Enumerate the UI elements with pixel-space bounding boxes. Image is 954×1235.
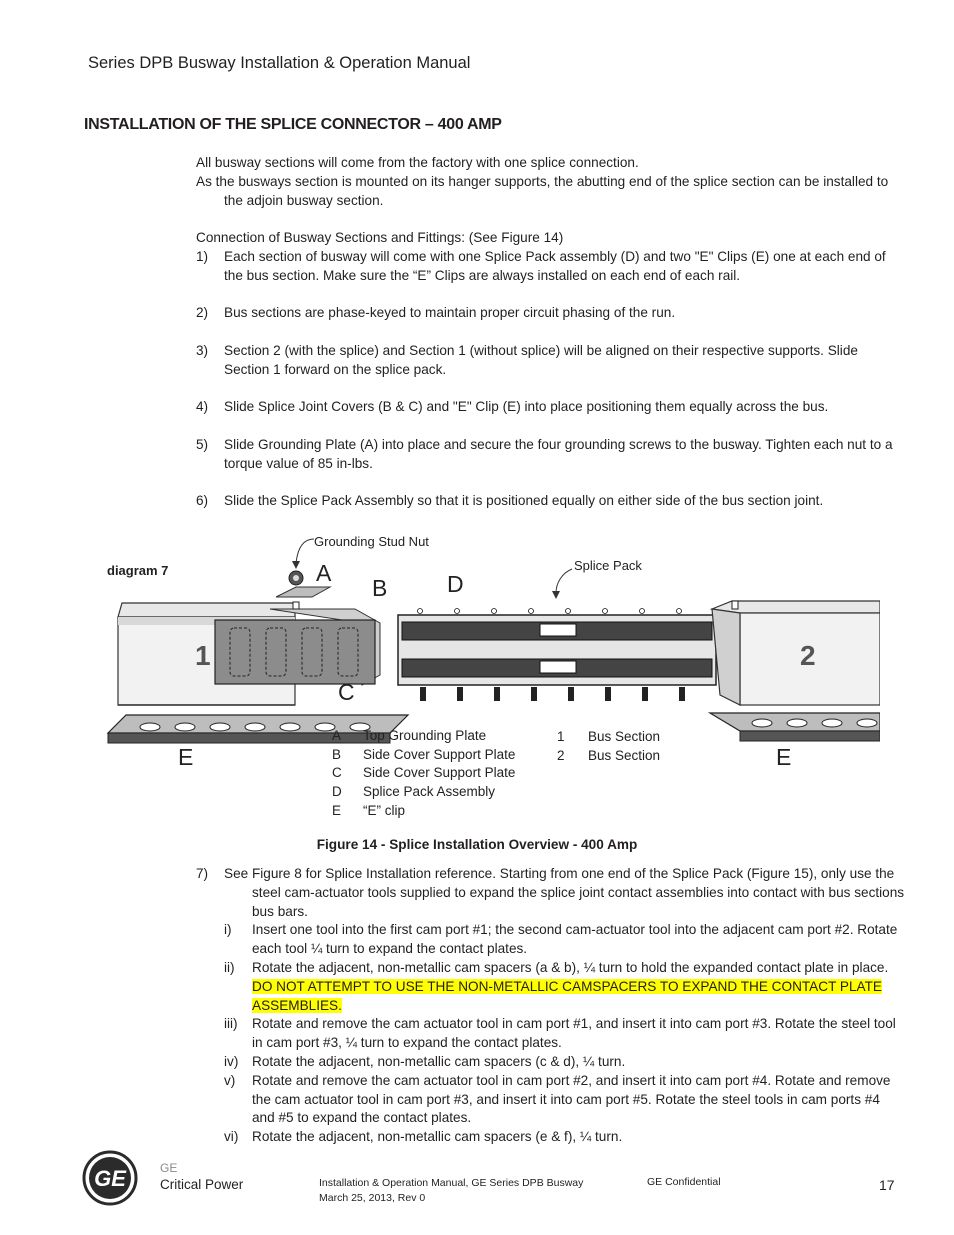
substep-iv: iv) Rotate the adjacent, non-metallic cam spacers (c & d), ¼ turn. [224, 1053, 626, 1069]
svg-text:E: E [332, 803, 342, 818]
grounding-stud-nut-label: Grounding Stud Nut [314, 534, 429, 549]
intro-line-2: As the busways section is mounted on its hanger supports, the abutting end of the splice section can be installed to the adjoin busway section. [196, 173, 889, 208]
step-7-block [196, 865, 906, 1147]
svg-text:Splice Pack Assembly: Splice Pack Assembly [363, 784, 496, 799]
step-2: 2) Bus sections are phase-keyed to maintain proper circuit phasing of the run. [196, 305, 676, 321]
step-7: 7) See Figure 8 for Splice Installation reference. Starting from one end of the Splice Pack (Figure 15), only use the steel cam-actuator tools supplied to expand the splice joint contact assemblies into contact with bus sections bus bars. [196, 866, 905, 919]
svg-text:Bus Section: Bus Section [588, 748, 661, 763]
footer-brand-small: GE [160, 1161, 178, 1175]
splice-installation-diagram [100, 525, 880, 825]
svg-text:2: 2 [557, 748, 565, 763]
footer-manual-info [319, 1176, 583, 1206]
substep-vi: vi) Rotate the adjacent, non-metallic cam spacers (e & f), ¼ turn. [224, 1129, 623, 1145]
step-6: 6) Slide the Splice Pack Assembly so that it is positioned equally on either side of the bus section joint. [196, 493, 824, 509]
svg-text:1: 1 [557, 729, 565, 744]
letter-e-left: E [178, 744, 194, 770]
document-header-title: Series DPB Busway Installation & Operation Manual [88, 54, 471, 72]
section-number-1: 1 [195, 640, 211, 671]
step-1: 1) Each section of busway will come with one Splice Pack assembly (D) and two "E" Clips (E) one at each end of the bus section. Make sure the “E” Clips are always installed on each end of each rail. [196, 248, 886, 283]
letter-d: D [447, 571, 464, 597]
svg-text:D: D [332, 784, 342, 799]
ge-logo [82, 1150, 138, 1206]
legend-right [557, 729, 660, 763]
page-number: 17 [879, 1177, 895, 1193]
splice-pack-label: Splice Pack [574, 558, 642, 573]
splice-pack-arrow [556, 569, 572, 593]
substep-ii: ii) Rotate the adjacent, non-metallic cam spacers (a & b), ¼ turn to hold the expanded contact plate in place. DO NOT ATTEMPT TO USE THE NON-METALLIC CAMSPACERS TO EXPAND THE CONTACT PLATE ASSEMBLIES. [224, 959, 889, 1013]
svg-text:B: B [332, 747, 342, 762]
figure-caption: Figure 14 - Splice Installation Overview - 400 Amp [316, 837, 638, 852]
step-5: 5) Slide Grounding Plate (A) into place and secure the four grounding screws to the busway. Tighten each nut to a torque value of 85 in-lbs. [196, 436, 893, 471]
letter-a: A [316, 560, 332, 586]
instructions-body [196, 154, 906, 511]
svg-text:Top Grounding Plate: Top Grounding Plate [363, 728, 487, 743]
bus-section-2 [712, 601, 880, 705]
substep-v: v) Rotate and remove the cam actuator tool in cam port #2, and insert it into cam port #4. Rotate and remove the cam actuator tool in cam port #3, and insert it into cam port #5. Rotate the steel tools in cam ports #4 and #5 to expand the contact plates. [224, 1072, 891, 1126]
substep-i: i) Insert one tool into the first cam port #1; the second cam-actuator tool into the adjacent cam port #2. Rotate each tool ¼ turn to expand the contact plates. [224, 922, 898, 957]
connection-heading: Connection of Busway Sections and Fittings: (See Figure 14) [196, 230, 564, 246]
svg-text:Bus Section: Bus Section [588, 729, 661, 744]
section-title: INSTALLATION OF THE SPLICE CONNECTOR – 400 AMP [84, 116, 502, 133]
warning-highlight: DO NOT ATTEMPT TO USE THE NON-METALLIC CAMSPACERS TO EXPAND THE CONTACT PLATE ASSEMBLIES. [252, 978, 882, 1013]
substep-iii: iii) Rotate and remove the cam actuator tool in cam port #1, and insert it into cam port #3. Rotate the steel tool in cam port #3, ¼ turn to expand the contact plates. [224, 1016, 896, 1051]
svg-text:Side Cover Support Plate: Side Cover Support Plate [363, 765, 516, 780]
letter-c: C [338, 679, 355, 705]
svg-text:C: C [332, 765, 342, 780]
section-number-2: 2 [800, 640, 816, 671]
footer-manual-line-1: Installation & Operation Manual, GE Series DPB Busway [319, 1177, 584, 1189]
letter-e-right: E [776, 744, 792, 770]
splice-pack-d [398, 609, 716, 702]
svg-text:“E” clip: “E” clip [363, 803, 406, 818]
diagram-label: diagram 7 [107, 563, 169, 578]
ge-logo-text: GE [94, 1166, 126, 1191]
svg-text:A: A [332, 728, 342, 743]
letter-b: B [372, 575, 388, 601]
intro-line-1: All busway sections will come from the factory with one splice connection. [196, 155, 639, 170]
step-3: 3) Section 2 (with the splice) and Section 1 (without splice) will be aligned on their respective supports. Slide Section 1 forward on the splice pack. [196, 342, 858, 377]
footer-confidential: GE Confidential [647, 1176, 721, 1188]
grounding-stud-arrow [296, 539, 314, 563]
footer-brand: Critical Power [160, 1177, 244, 1192]
step-4: 4) Slide Splice Joint Covers (B & C) and "E" Clip (E) into place positioning them equally across the bus. [196, 399, 829, 415]
side-cover-plates [215, 609, 380, 685]
footer-manual-line-2: March 25, 2013, Rev 0 [319, 1192, 426, 1204]
svg-text:Side Cover Support Plate: Side Cover Support Plate [363, 747, 516, 762]
e-clip-right [710, 713, 880, 741]
